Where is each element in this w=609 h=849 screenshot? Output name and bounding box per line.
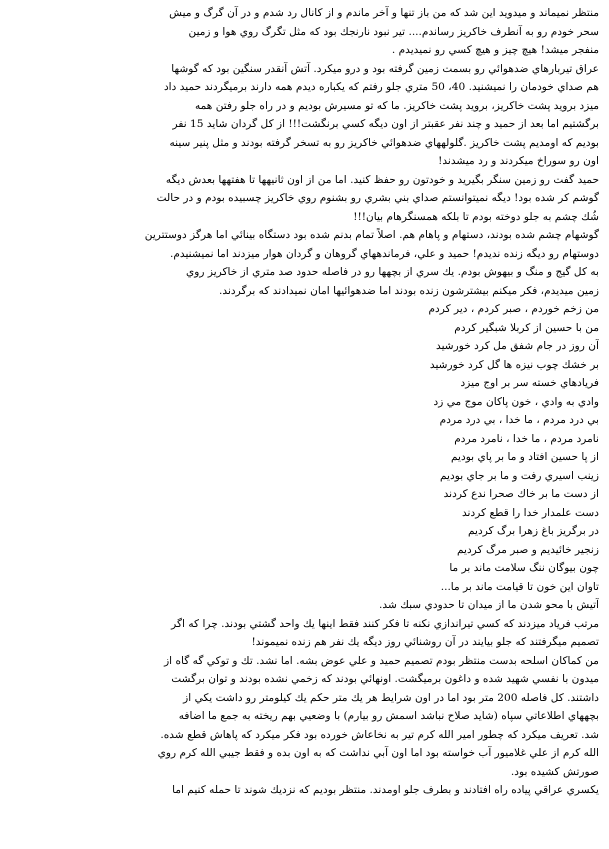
text-line: دست علمدار خدا را قطع كردند [461,506,599,519]
text-line: زنجير خائيديم و صبر مرگ كرديم [456,543,599,556]
text-line: عراق تيربارهاي ضدهوائي رو بسمت زمين گرفته بود و درو ميكرد. آتش آنقدر سنگين بود كه گوشها [171,62,599,75]
text-line: ميزد برويد پشت خاكريز، برويد پشت خاكريز. ما كه تو مسيرش بوديم و در راه جلو رفتن همه [194,99,599,112]
text-line: من با حسين از كربلا شبگير كردم [454,321,599,334]
text-line: الله كرم از علي غلاميور آب خواسته بود اما اون آبي نداشت كه به اون بده و فقط جيبي الله كرم روي [157,747,599,759]
text-line: زينب اسيري رفت و ما بر جاي بوديم [440,469,599,482]
text-line: بر خشك چوب نيزه ها گل كرد خورشيد [429,358,599,371]
text-line: گوشم كر شده بود! ديگه نميتوانستم صداي بني بشري رو بشنوم روي خاكريز چسبيده بودم و در حالت [156,192,599,204]
text-line: بوديم كه اومديم پشت خاكريز .گلولههاي ضدهوائي خاكريز رو به تسخر گرفته بودند و مثل پنير سينه [169,136,599,149]
text-line: هم صداي خودمان را نميشنيد. 40، 50 متري جلو رفتم كه يكباره ديدم همه دارند برميگردند حميد داد [163,81,599,93]
text-line: شُك چشم به جلو دوخته بودم تا بلكه همسنگرهام بيان!!! [353,210,599,223]
text-line: يكسري عراقي پياده راه افتادند و بطرف جلو اومدند. منتظر بوديم كه نزديك شوند تا حمله كنيم اما [172,784,599,796]
text-line: برگشتيم اما بعد از حميد و چند نفر عقبتر از اون ديگه كسي برنگشت!!! از كل گردان شايد 15 نفر [172,118,599,130]
text-line: گوشهام چشم شده بودند، دستهام و پاهام هم. اصلاً تمام بدنم شده بود دستگاه بينائي اما هرگز دوستترين [144,229,599,241]
text-line: تصميم ميگرفتند كه جلو بيايند در آن روشنائي روز ديگه يك نفر هم زنده نميموند! [251,636,599,648]
text-line: بچههاي اطلاعاتي سپاه (شايد صلاح نباشد اسمش رو بيارم) با وضعيي بهم ريخته به جمع ما اضافه [178,710,599,722]
text-line: به كل گيج و منگ و بيهوش بودم. يك سري از بچهها رو در فاصله حدود صد متري از خاكريز روي [185,266,599,278]
text-line: مرتب فرياد ميزدند كه كسي تيراندازي نكنه تا فكر كنند فقط اينها يك واحد گشتي بودند. چرا كه اگر [171,617,599,630]
text-line: دوستهام رو ديگه زنده نديدم! حميد و علي، فرماندههاي گروهان و گردان هوار ميزدند اما نميشنيدم. [169,247,599,260]
text-line: زمين ميديدم، فكر ميكنم بيشترشون زنده بودند اما ضدهوائيها امان نميدادند كه برگردند. [219,284,599,297]
text-line: منفجر ميشد! هيچ چيز و هيچ كسي رو نميديدم . [391,44,599,56]
document-text [10,4,599,800]
text-line: من كماكان اسلحه بدست منتظر بودم تصميم حميد و علي عوض بشه. اما نشد. تك و توكي گه گاه از [164,654,599,667]
text-line: ميدون با نفسي شهيد شده و داغون برميگشت. اونهائي بودند كه زخمي نشده بودند و توان برگشت [171,673,599,685]
text-line: منتظر نميماند و ميدويد اين شد كه من باز تنها و آخر ماندم و از كانال رد شدم و در آن گرگ و ميش [169,7,599,19]
text-line: سحر خودم رو به آنطرف خاكريز رساندم.... تير نبود نارنجك بود كه مثل تگرگ روي هوا و زمين [188,25,599,38]
text-line: آتيش با محو شدن ما از ميدان تا حدودي سبك شد. [379,599,599,611]
text-line: نامرد مردم ، ما خدا ، نامرد مردم [454,432,599,445]
text-line: صورتش كشيده بود. [510,765,599,778]
text-line: اون رو سوراخ ميكردند و رد ميشدند! [438,155,599,167]
text-line: آن روز در جام شفق مل كرد خورشيد [436,340,599,352]
text-line: فريادهاي خسته سر بر اوج ميزد [460,377,599,389]
text-line: شد. تعريف ميكرد كه چطور امير الله كرم تير به نخاعاش خورده بود فكر ميكرد كه پاهاش قطع شده. [160,728,599,741]
text-line: حميد گفت رو زمين سنگر بگيريد و خودتون رو حفظ كنيد. اما من از اون ثانيهها تا هفتهها بعدش ديگه [165,173,599,186]
text-line: داشتند. كل فاصله 200 متر بود اما در اون شرايط هر يك متر حكم يك كيلومتر رو داشت يكي از [183,691,599,704]
text-line: بي درد مردم ، ما خدا ، بي درد مردم [439,414,599,426]
text-line: من زخم خوردم ، صبر كردم ، دير كردم [428,303,599,315]
text-line: از دست ما بر خاك صحرا ندع كردند [443,488,599,500]
text-line: تاوان اين خون تا قيامت ماند بر ما... [440,580,599,593]
text-line: از پا حسين افتاد و ما بر پاي بوديم [450,451,599,463]
text-line: وادي به وادي ، خون پاكان موج مي زد [433,395,599,408]
text-line: چون بيوگان ننگ سلامت ماند بر ما [449,562,599,574]
text-line: در برگريز باغ زهرا برگ كرديم [467,525,599,537]
